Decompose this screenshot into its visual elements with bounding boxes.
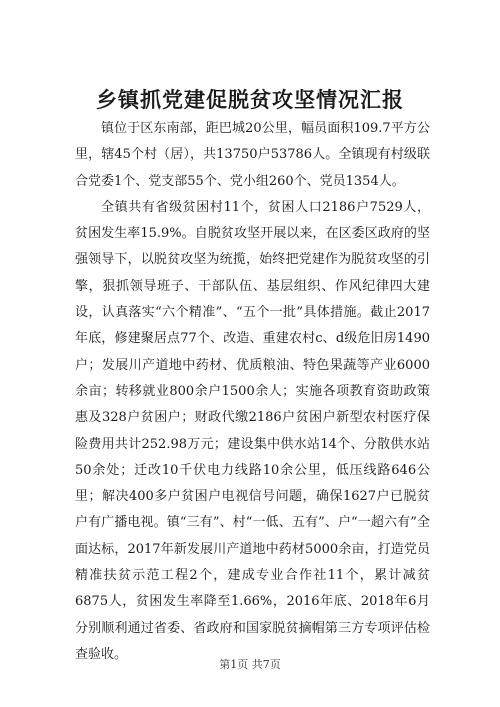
- document-body: [75, 116, 430, 668]
- paragraph-town-overview: 镇位于区东南部，距巴城20公里，幅员面积109.7平方公里，辖45个村（居），共13750户53786人。全镇现有村级联合党委1个、党支部55个、党小组260个、党员1354人。: [75, 121, 430, 189]
- paragraph-poverty-alleviation: 全镇共有省级贫困村11个，贫困人口2186户7529人，贫困发生率15.9%。自脱贫攻坚开展以来，在区委区政府的坚强领导下，以脱贫攻坚为统揽，始终把党建作为脱贫攻坚的引擎，狠抓领导班子、干部队伍、基层组织、作风纪律四大建设，认真落实“六个精准”、“五个一批”具体措施。截止2017年底，修建聚居点77个、改造、重建农村c、d级危旧房1490户；发展川产道地中药材、优质粮油、特色果蔬等产业6000余亩；转移就业800余户1500余人；实施各项教育资助政策惠及328户贫困户；财政代缴2186户贫困户新型农村医疗保险费用共计252.98万元；建设集中供水站14个、分散供水站50余处；迁改10千伏电力线路10余公里，低压线路646公里；解决400多户贫困户电视信号问题，确保1627户已脱贫户有广播电视。镇“三有”、村“一低、五有”、户“一超六有”全面达标，2017年新发展川产道地中药材5000余亩，打造党员精准扶贫示范工程2个，建成专业合作社11个，累计减贫6875人，贫困发生率降至1.66%，2016年底、2018年6月分别顺利通过省委、省政府和国家脱贫摘帽第三方专项评估检查验收。: [75, 199, 430, 662]
- page-number-footer: 第1页 共7页: [219, 658, 281, 671]
- document-title: 乡镇抓党建促脱贫攻坚情况汇报: [96, 87, 404, 112]
